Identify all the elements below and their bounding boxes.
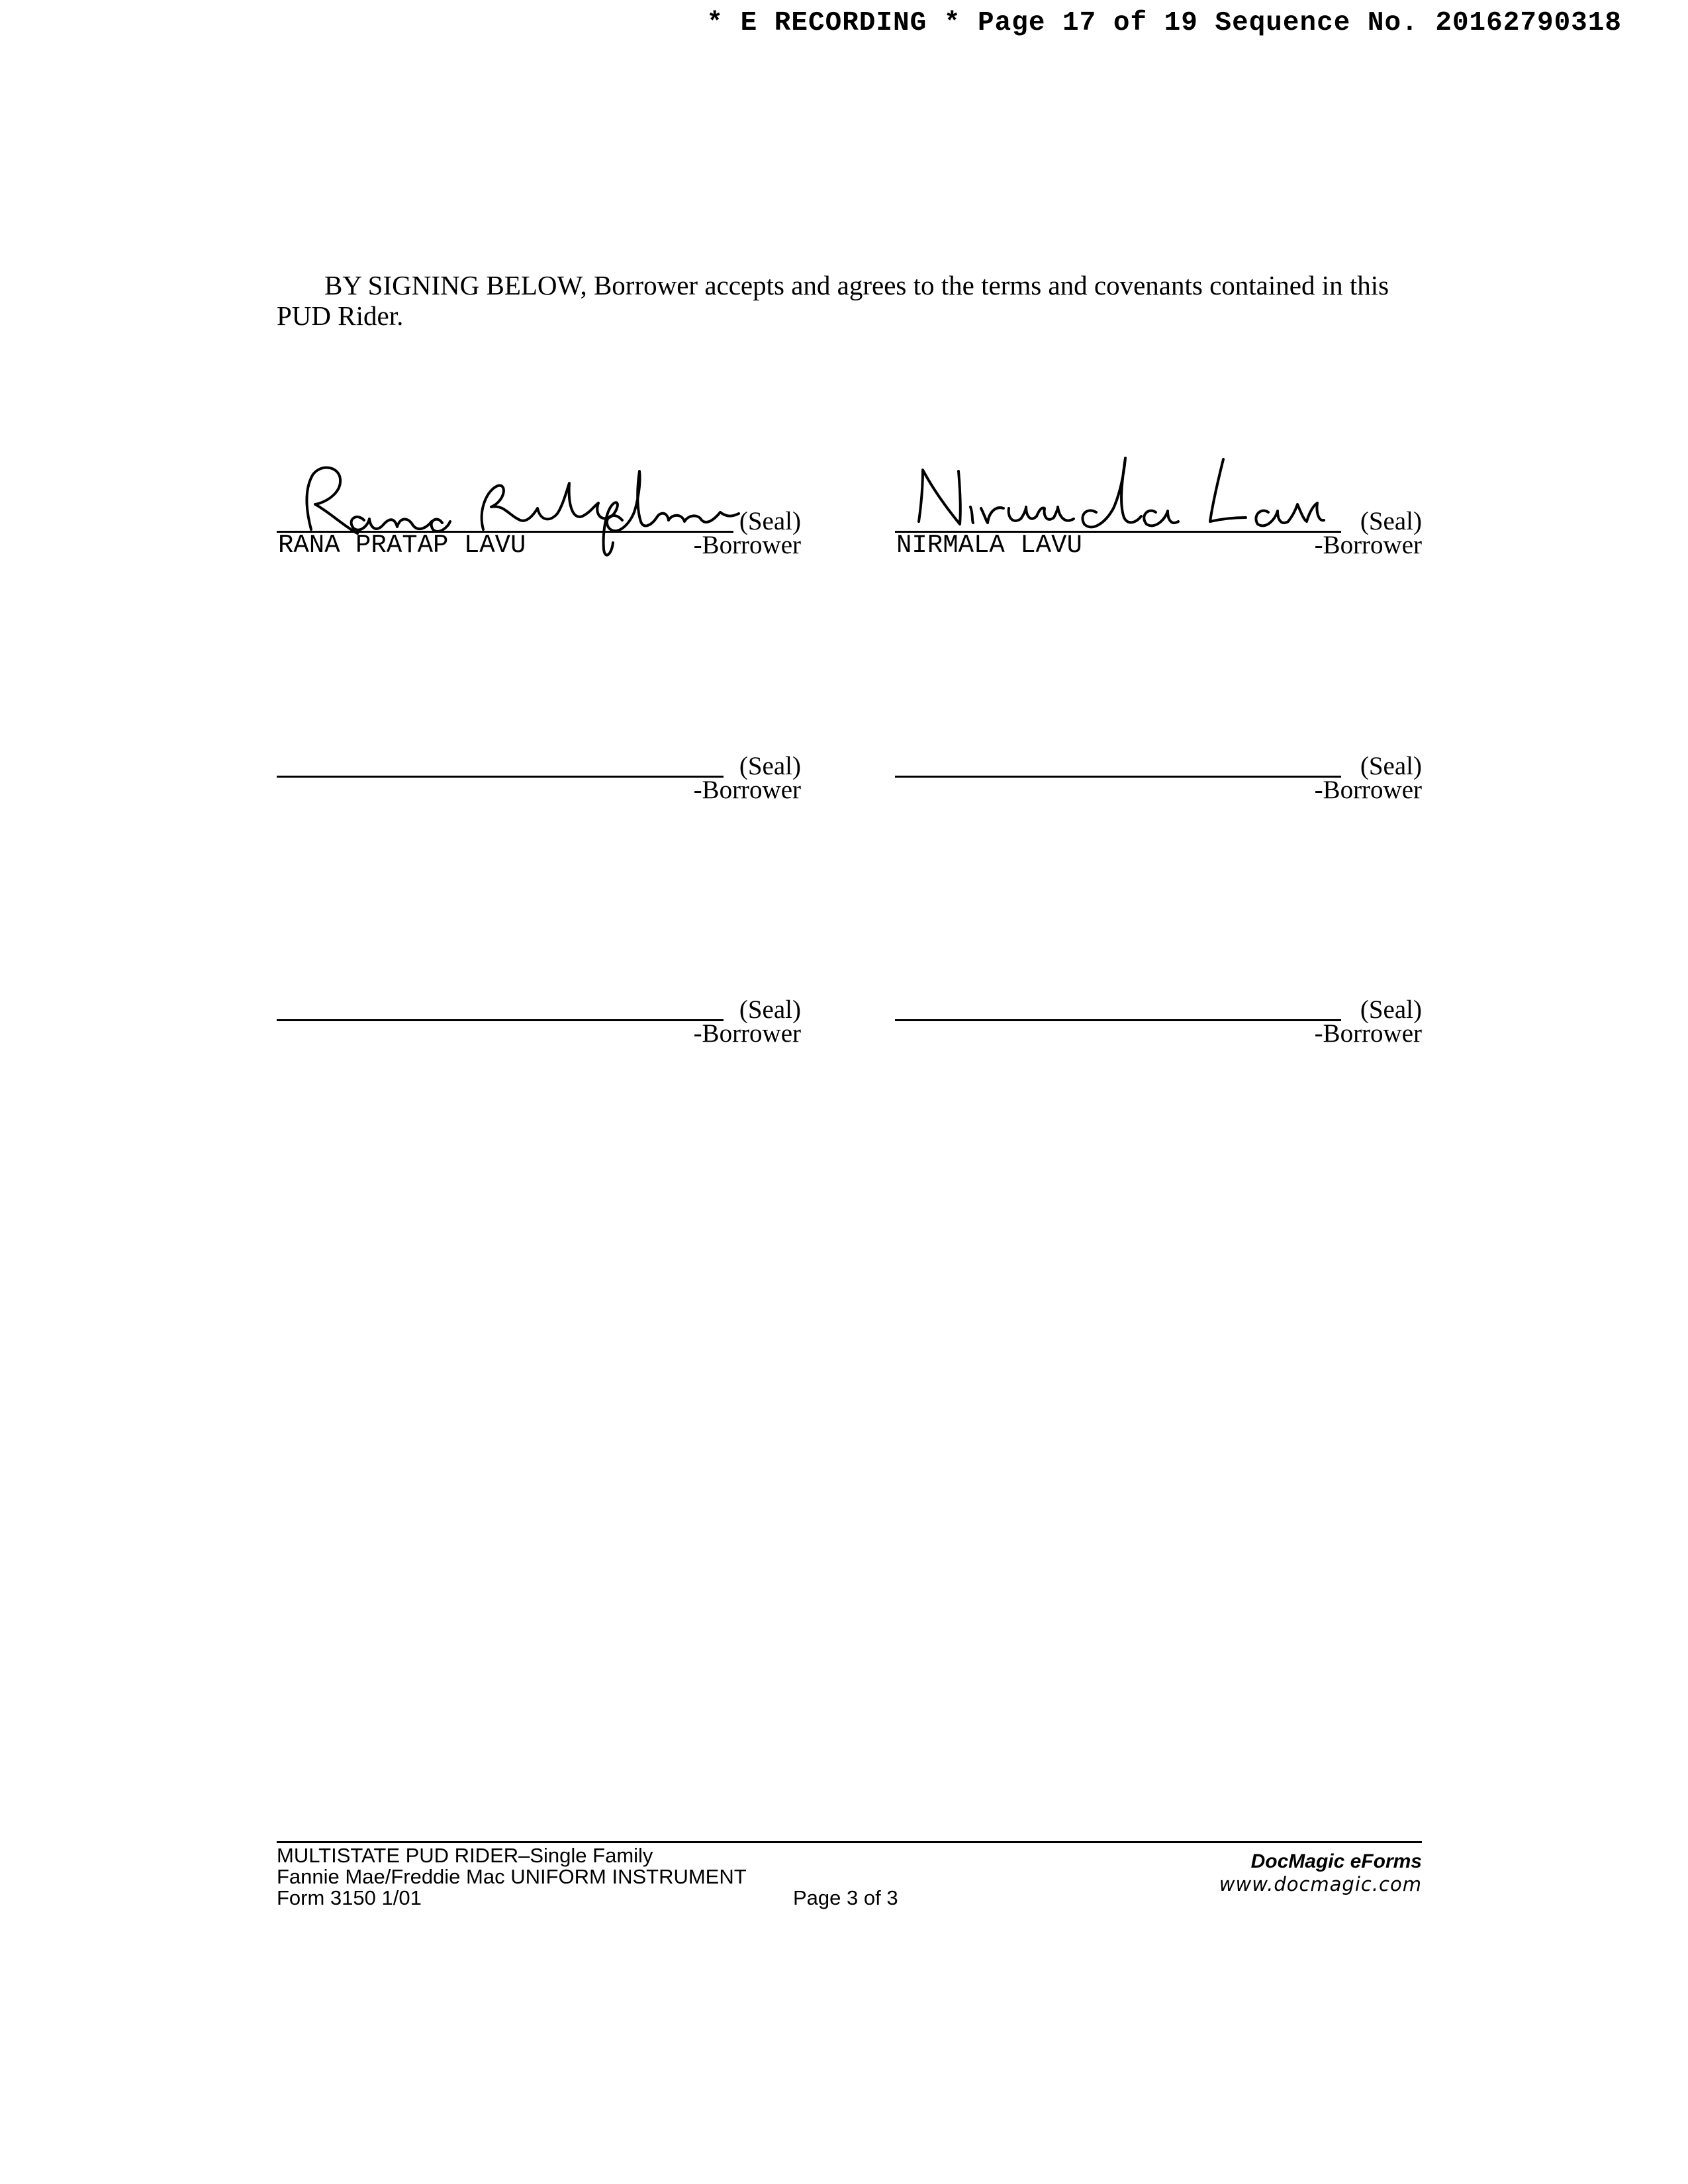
page-number: Page 3 of 3 <box>793 1886 898 1909</box>
signer-name: RANA PRATAP LAVU <box>278 531 526 560</box>
seal-label: (Seal) <box>1360 995 1422 1024</box>
borrower-label: -Borrower <box>1314 776 1422 804</box>
form-title: MULTISTATE PUD RIDER–Single Family <box>277 1844 653 1867</box>
statement-text: BY SIGNING BELOW, Borrower accepts and agrees to the terms and covenants contained in this PUD Rider. <box>277 270 1389 331</box>
handwritten-signature-nirmala <box>907 443 1331 563</box>
signature-block-3 <box>277 751 801 810</box>
signature-block-5 <box>277 994 801 1054</box>
borrower-label: -Borrower <box>693 776 801 804</box>
recording-stamp: * E RECORDING * Page 17 of 19 Sequence No. 20162790318 <box>706 8 1622 38</box>
borrower-label: -Borrower <box>693 1019 801 1048</box>
borrower-label: -Borrower <box>693 531 801 559</box>
signature-line <box>277 1019 724 1021</box>
signature-line <box>895 1019 1341 1021</box>
signature-line <box>895 776 1341 778</box>
footer-brand <box>1219 1850 1422 1895</box>
handwritten-signature-rana <box>291 457 755 563</box>
footer-form-info <box>277 1845 747 1909</box>
seal-label: (Seal) <box>1360 752 1422 780</box>
seal-label: (Seal) <box>1360 507 1422 535</box>
docmagic-logo: DocMagic eForms <box>1250 1850 1422 1872</box>
borrower-label: -Borrower <box>1314 1019 1422 1048</box>
seal-label: (Seal) <box>739 995 801 1024</box>
signature-block-6 <box>895 994 1422 1054</box>
signature-block-4 <box>895 751 1422 810</box>
footer-rule <box>277 1841 1422 1843</box>
docmagic-website: www.docmagic.com <box>1219 1873 1422 1895</box>
borrower-label: -Borrower <box>1314 531 1422 559</box>
signer-name: NIRMALA LAVU <box>896 531 1082 560</box>
form-instrument: Fannie Mae/Freddie Mac UNIFORM INSTRUMENT <box>277 1865 747 1888</box>
seal-label: (Seal) <box>739 752 801 780</box>
signature-line <box>277 776 724 778</box>
signature-statement <box>277 270 1422 331</box>
seal-label: (Seal) <box>739 507 801 535</box>
form-number: Form 3150 1/01 <box>277 1886 422 1909</box>
